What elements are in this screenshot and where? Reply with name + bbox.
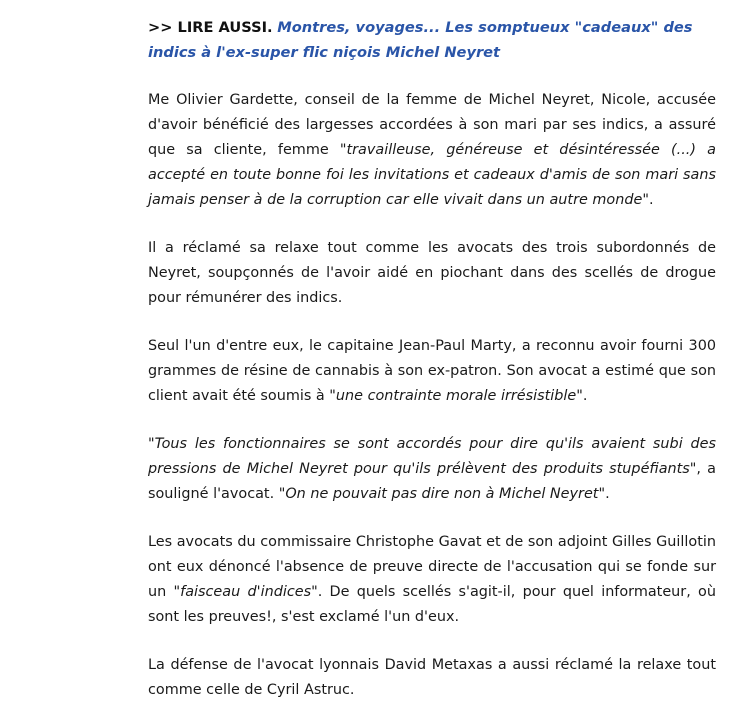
paragraph-2 <box>148 236 716 311</box>
paragraph-text: . <box>648 192 654 208</box>
read-also-label: >> LIRE AUSSI. <box>148 19 273 36</box>
paragraph-text: Il a réclamé sa relaxe tout comme les avocats des trois subordonnés de Neyret, soupçonnés de l'avoir aidé en piochant dans des scellés de drogue pour rémunérer des indics. <box>148 240 716 306</box>
quote: "faisceau d'indices" <box>173 584 318 600</box>
paragraph-text: . De quels scellés s'agit-il, pour quel informateur, où sont les preuves!, s'est exclamé l'un d'eux. <box>148 584 716 625</box>
quote: "une contrainte morale irrésistible" <box>329 388 583 404</box>
article-body <box>148 15 716 703</box>
paragraph-6 <box>148 653 716 703</box>
paragraph-3 <box>148 334 716 409</box>
paragraph-text: Seul l'un d'entre eux, le capitaine Jean-Paul Marty, a reconnu avoir fourni 300 grammes de résine de cannabis à son ex-patron. Son avocat a estimé que son client avait été soumis à <box>148 338 716 404</box>
paragraph-text: . <box>582 388 588 404</box>
quote: "travailleuse, généreuse et désintéressée (...) a accepté en toute bonne foi les invitations et cadeaux d'amis de son mari sans jamais penser à de la corruption car elle vivait dans un autre monde" <box>148 142 716 208</box>
paragraph-text: La défense de l'avocat lyonnais David Metaxas a aussi réclamé la relaxe tout comme celle de Cyril Astruc. <box>148 657 716 698</box>
paragraph-1 <box>148 88 716 213</box>
paragraph-text: . <box>605 486 610 502</box>
paragraph-text: , a souligné l'avocat. <box>148 461 717 502</box>
paragraph-text: Les avocats du commissaire Christophe Gavat et de son adjoint Gilles Guillotin ont eux dénoncé l'absence de preuve directe de l'accusation qui se fonde sur un <box>148 534 716 600</box>
quote: "Tous les fonctionnaires se sont accordés pour dire qu'ils avaient subi des pressions de Michel Neyret pour qu'ils prélèvent des produits stupéfiants" <box>148 436 716 477</box>
read-also <box>148 15 716 65</box>
paragraph-text: Me Olivier Gardette, conseil de la femme de Michel Neyret, Nicole, accusée d'avoir bénéficié des largesses accordées à son mari par ses indics, a assuré que sa cliente, femme <box>148 92 716 158</box>
paragraph-5 <box>148 530 716 630</box>
read-also-link[interactable]: Montres, voyages... Les somptueux "cadeaux" des indics à l'ex-super flic niçois Michel Neyret <box>148 19 693 61</box>
quote: "On ne pouvait pas dire non à Michel Neyret" <box>278 486 606 502</box>
paragraph-4 <box>148 432 716 507</box>
